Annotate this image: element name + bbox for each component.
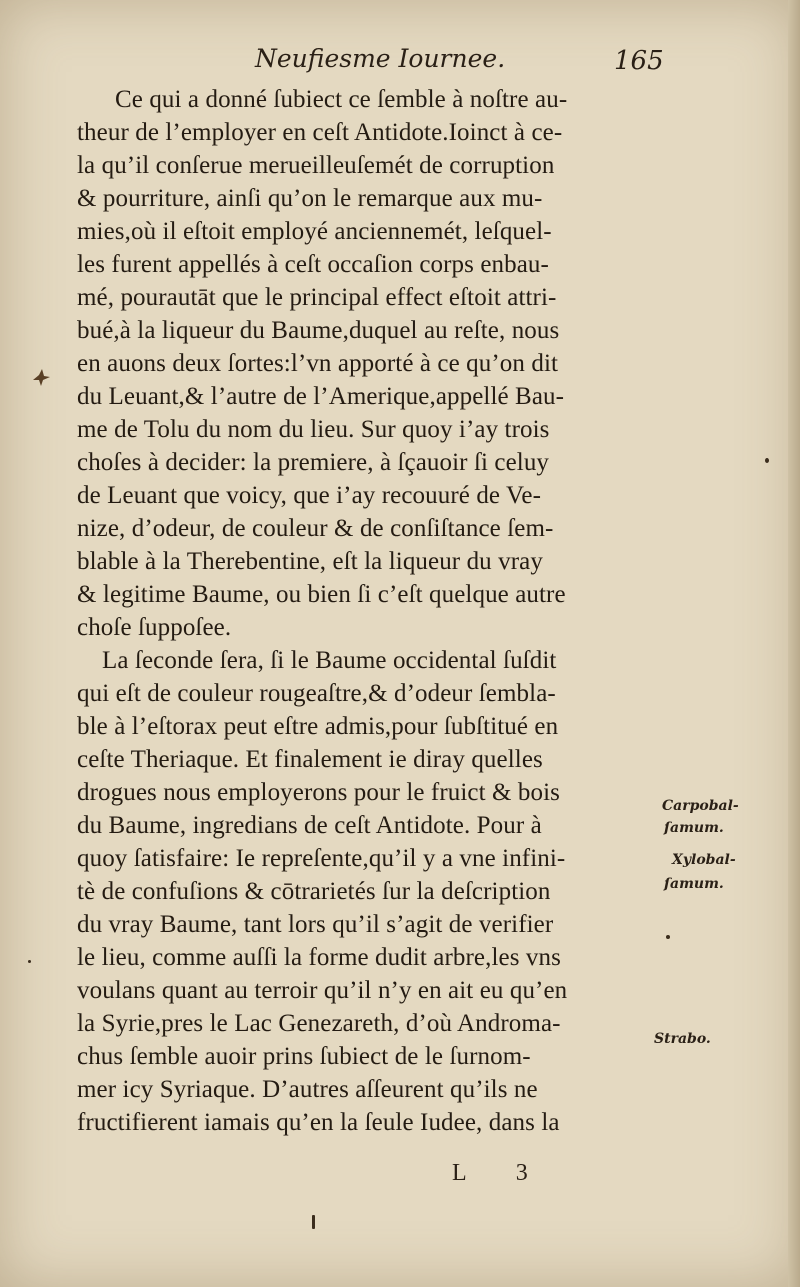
text-line: Ce qui a donné ſubiect ce ſemble à noſtre au-: [115, 86, 568, 113]
text-line: bué,à la liqueur du Baume,duquel au reſte, nous: [77, 317, 560, 344]
text-line: mies,où il eſtoit employé anciennemét, leſquel-: [77, 218, 552, 245]
text-line: ble à l’eſtorax peut eſtre admis,pour ſubſtitué en: [77, 713, 559, 740]
margin-note: Strabo.: [654, 1031, 711, 1047]
text-line: la qu’il conſerue merueilleuſemét de corruption: [77, 152, 555, 179]
text-line: en auons deux ſortes:l’vn apporté à ce qu’on dit: [77, 350, 559, 377]
page-gutter: [788, 0, 800, 1287]
text-line: La ſeconde ſera, ſi le Baume occidental ſuſdit: [102, 647, 557, 674]
text-line: du vray Baume, tant lors qu’il s’agit de verifier: [77, 911, 554, 938]
text-line: le lieu, comme auſſi la forme dudit arbre,les vns: [77, 944, 561, 971]
ink-speck: [312, 1215, 315, 1229]
text-line: quoy ſatisfaire: Ie repreſente,qu’il y a vne infini-: [77, 845, 566, 872]
text-line: & pourriture, ainſi qu’on le remarque aux mu-: [77, 185, 543, 212]
text-line: la Syrie,pres le Lac Genezareth, d’où Androma-: [77, 1010, 561, 1037]
margin-note: Xylobal-: [672, 852, 736, 868]
signature-mark: L 3: [452, 1160, 550, 1186]
text-line: les furent appellés à ceſt occaſion corps enbau-: [77, 251, 549, 278]
running-title: Neufiesme Iournee.: [255, 44, 506, 73]
text-line: de Leuant que voicy, que i’ay recouuré de Ve-: [77, 482, 542, 509]
ink-speck: [765, 458, 769, 463]
text-line: fructifierent iamais qu’en la ſeule Iudee, dans la: [77, 1109, 560, 1136]
text-line: mer icy Syriaque. D’autres aſſeurent qu’ils ne: [77, 1076, 538, 1103]
text-line: voulans quant au terroir qu’il n’y en ait eu qu’en: [77, 977, 568, 1004]
text-line: choſes à decider: la premiere, à ſçauoir ſi celuy: [77, 449, 550, 476]
ink-blot-icon: [30, 366, 52, 388]
text-line: mé, pourautāt que le principal effect eſtoit attri-: [77, 284, 557, 311]
text-line: me de Tolu du nom du lieu. Sur quoy i’ay trois: [77, 416, 550, 443]
text-line: theur de l’employer en ceſt Antidote.Ioinct à ce-: [77, 119, 563, 146]
text-line: & legitime Baume, ou bien ſi c’eſt quelque autre: [77, 581, 566, 608]
text-line: drogues nous employerons pour le fruict & bois: [77, 779, 560, 806]
text-line: nize, d’odeur, de couleur & de conſiſtance ſem-: [77, 515, 554, 542]
text-line: qui eſt de couleur rougeaſtre,& d’odeur ſembla-: [77, 680, 556, 707]
margin-note: Carpobal-: [662, 798, 739, 814]
page-number: 165: [614, 46, 664, 76]
text-line: du Baume, ingredians de ceſt Antidote. Pour à: [77, 812, 542, 839]
text-line: choſe ſuppoſee.: [77, 614, 232, 641]
text-line: chus ſemble auoir prins ſubiect de le ſurnom-: [77, 1043, 531, 1070]
text-line: du Leuant,& l’autre de l’Amerique,appellé Bau-: [77, 383, 565, 410]
page-header: [0, 44, 800, 88]
ink-speck: [28, 960, 31, 963]
text-line: tè de confuſions & cōtrarietés ſur la deſcription: [77, 878, 551, 905]
text-line: blable à la Therebentine, eſt la liqueur du vray: [77, 548, 543, 575]
text-line: ceſte Theriaque. Et finalement ie diray quelles: [77, 746, 543, 773]
ink-speck: [666, 935, 670, 939]
margin-note: ſamum.: [664, 820, 724, 836]
margin-note: ſamum.: [664, 876, 724, 892]
